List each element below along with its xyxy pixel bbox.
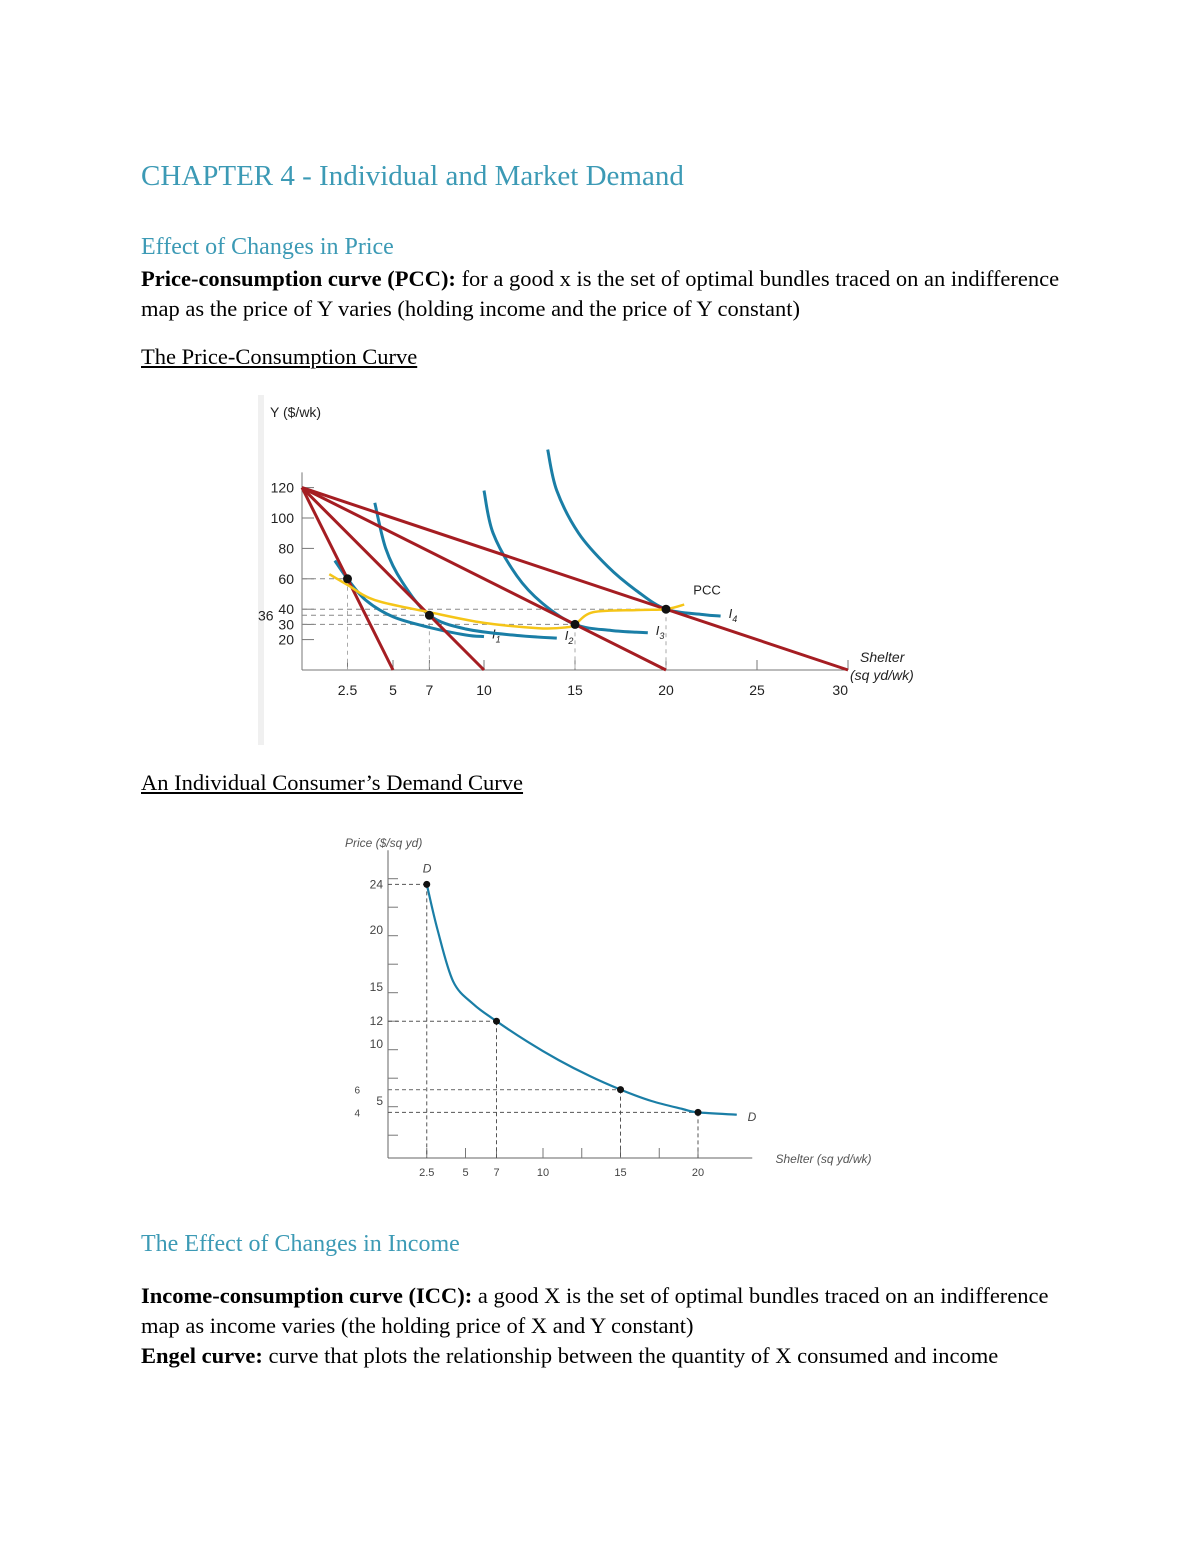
demand-point — [493, 1018, 500, 1025]
pcc-term: Price-consumption curve (PCC): — [141, 266, 456, 291]
x-tick-label: 5 — [389, 682, 397, 698]
demand-point — [423, 881, 430, 888]
y-tick-label: 36 — [258, 607, 274, 624]
x-axis-label: (sq yd/wk) — [850, 667, 914, 683]
y-axis-label: Y ($/wk) — [270, 404, 322, 420]
y-tick-label: 5 — [376, 1094, 383, 1108]
demand-curve-label-top: D — [422, 861, 432, 876]
x-tick-label: 10 — [536, 1167, 550, 1179]
figure-title-pcc: The Price-Consumption Curve — [141, 344, 418, 369]
y-tick-label: 60 — [278, 570, 294, 587]
icc-term: Income-consumption curve (ICC): — [141, 1283, 473, 1308]
engel-term: Engel curve: — [141, 1343, 263, 1368]
x-axis-label: Shelter — [860, 649, 905, 665]
indifference-curve-label: $I_4$ — [728, 606, 738, 625]
indifference-curve-label: $I_1$ — [492, 626, 501, 645]
pcc-definition: for a good x is the set of optimal bundles traced on an indifference map as the price of Y varies (holding income and the price of Y constant) — [141, 266, 1060, 321]
indifference-curve-label: $I_3$ — [655, 622, 665, 641]
y-axis-label: Price ($/sq yd) — [345, 836, 423, 850]
y-tick-label: 20 — [369, 923, 383, 937]
section-heading-income: The Effect of Changes in Income — [141, 1231, 460, 1257]
x-tick-label: 30 — [832, 682, 848, 698]
y-tick-label: 20 — [278, 631, 294, 648]
x-tick-label: 20 — [691, 1167, 705, 1179]
optimal-bundle-point — [571, 620, 580, 629]
y-tick-label: 4 — [354, 1108, 360, 1120]
y-tick-label: 120 — [270, 479, 294, 496]
budget-line — [302, 488, 666, 670]
section-heading-price: Effect of Changes in Price — [141, 234, 394, 260]
figure-title-demand: An Individual Consumer’s Demand Curve — [141, 770, 524, 795]
indifference-curve-label: $I_2$ — [564, 628, 574, 647]
x-tick-label: 7 — [425, 682, 434, 698]
y-tick-label: 80 — [278, 540, 294, 557]
demand-point — [695, 1109, 702, 1116]
y-tick-label: 6 — [354, 1085, 360, 1097]
x-tick-label: 2.5 — [419, 1167, 435, 1179]
y-tick-label: 40 — [278, 601, 294, 618]
icc-definition-paragraph — [141, 1281, 1071, 1371]
y-tick-label: 24 — [369, 877, 383, 892]
pcc-chart-area — [258, 395, 914, 745]
demand-chart-area — [345, 836, 872, 1179]
pcc-chart — [250, 390, 970, 750]
icc-definition: a good X is the set of optimal bundles traced on an indifference map as income varies (the holding price of X and Y constant) — [141, 1283, 1049, 1338]
optimal-bundle-point — [343, 574, 352, 583]
x-tick-label: 10 — [476, 682, 492, 698]
y-tick-label: 10 — [369, 1037, 383, 1051]
demand-point — [617, 1086, 624, 1093]
y-tick-label: 100 — [270, 510, 294, 526]
pcc-label: PCC — [693, 582, 721, 598]
y-tick-label: 12 — [369, 1014, 383, 1029]
optimal-bundle-point — [662, 605, 671, 614]
demand-curve-label-end: D — [747, 1109, 757, 1124]
demand-curve — [427, 884, 737, 1114]
y-tick-label: 15 — [369, 980, 383, 994]
x-tick-label: 25 — [749, 682, 765, 698]
demand-chart — [330, 825, 910, 1195]
x-tick-label: 15 — [614, 1167, 627, 1179]
x-tick-label: 2.5 — [337, 682, 358, 698]
pcc-definition-paragraph — [141, 264, 1071, 324]
optimal-bundle-point — [425, 611, 434, 620]
x-tick-label: 15 — [567, 682, 583, 698]
x-tick-label: 7 — [493, 1167, 500, 1179]
chapter-title: CHAPTER 4 - Individual and Market Demand — [141, 160, 684, 192]
x-axis-label: Shelter (sq yd/wk) — [775, 1152, 872, 1166]
x-tick-label: 5 — [462, 1167, 469, 1179]
pcc-curve — [329, 574, 684, 628]
figure-panel-edge — [258, 395, 264, 745]
engel-definition: curve that plots the relationship between the quantity of X consumed and income — [262, 1343, 999, 1368]
x-tick-label: 20 — [658, 682, 674, 698]
y-tick-label: 30 — [278, 616, 294, 633]
